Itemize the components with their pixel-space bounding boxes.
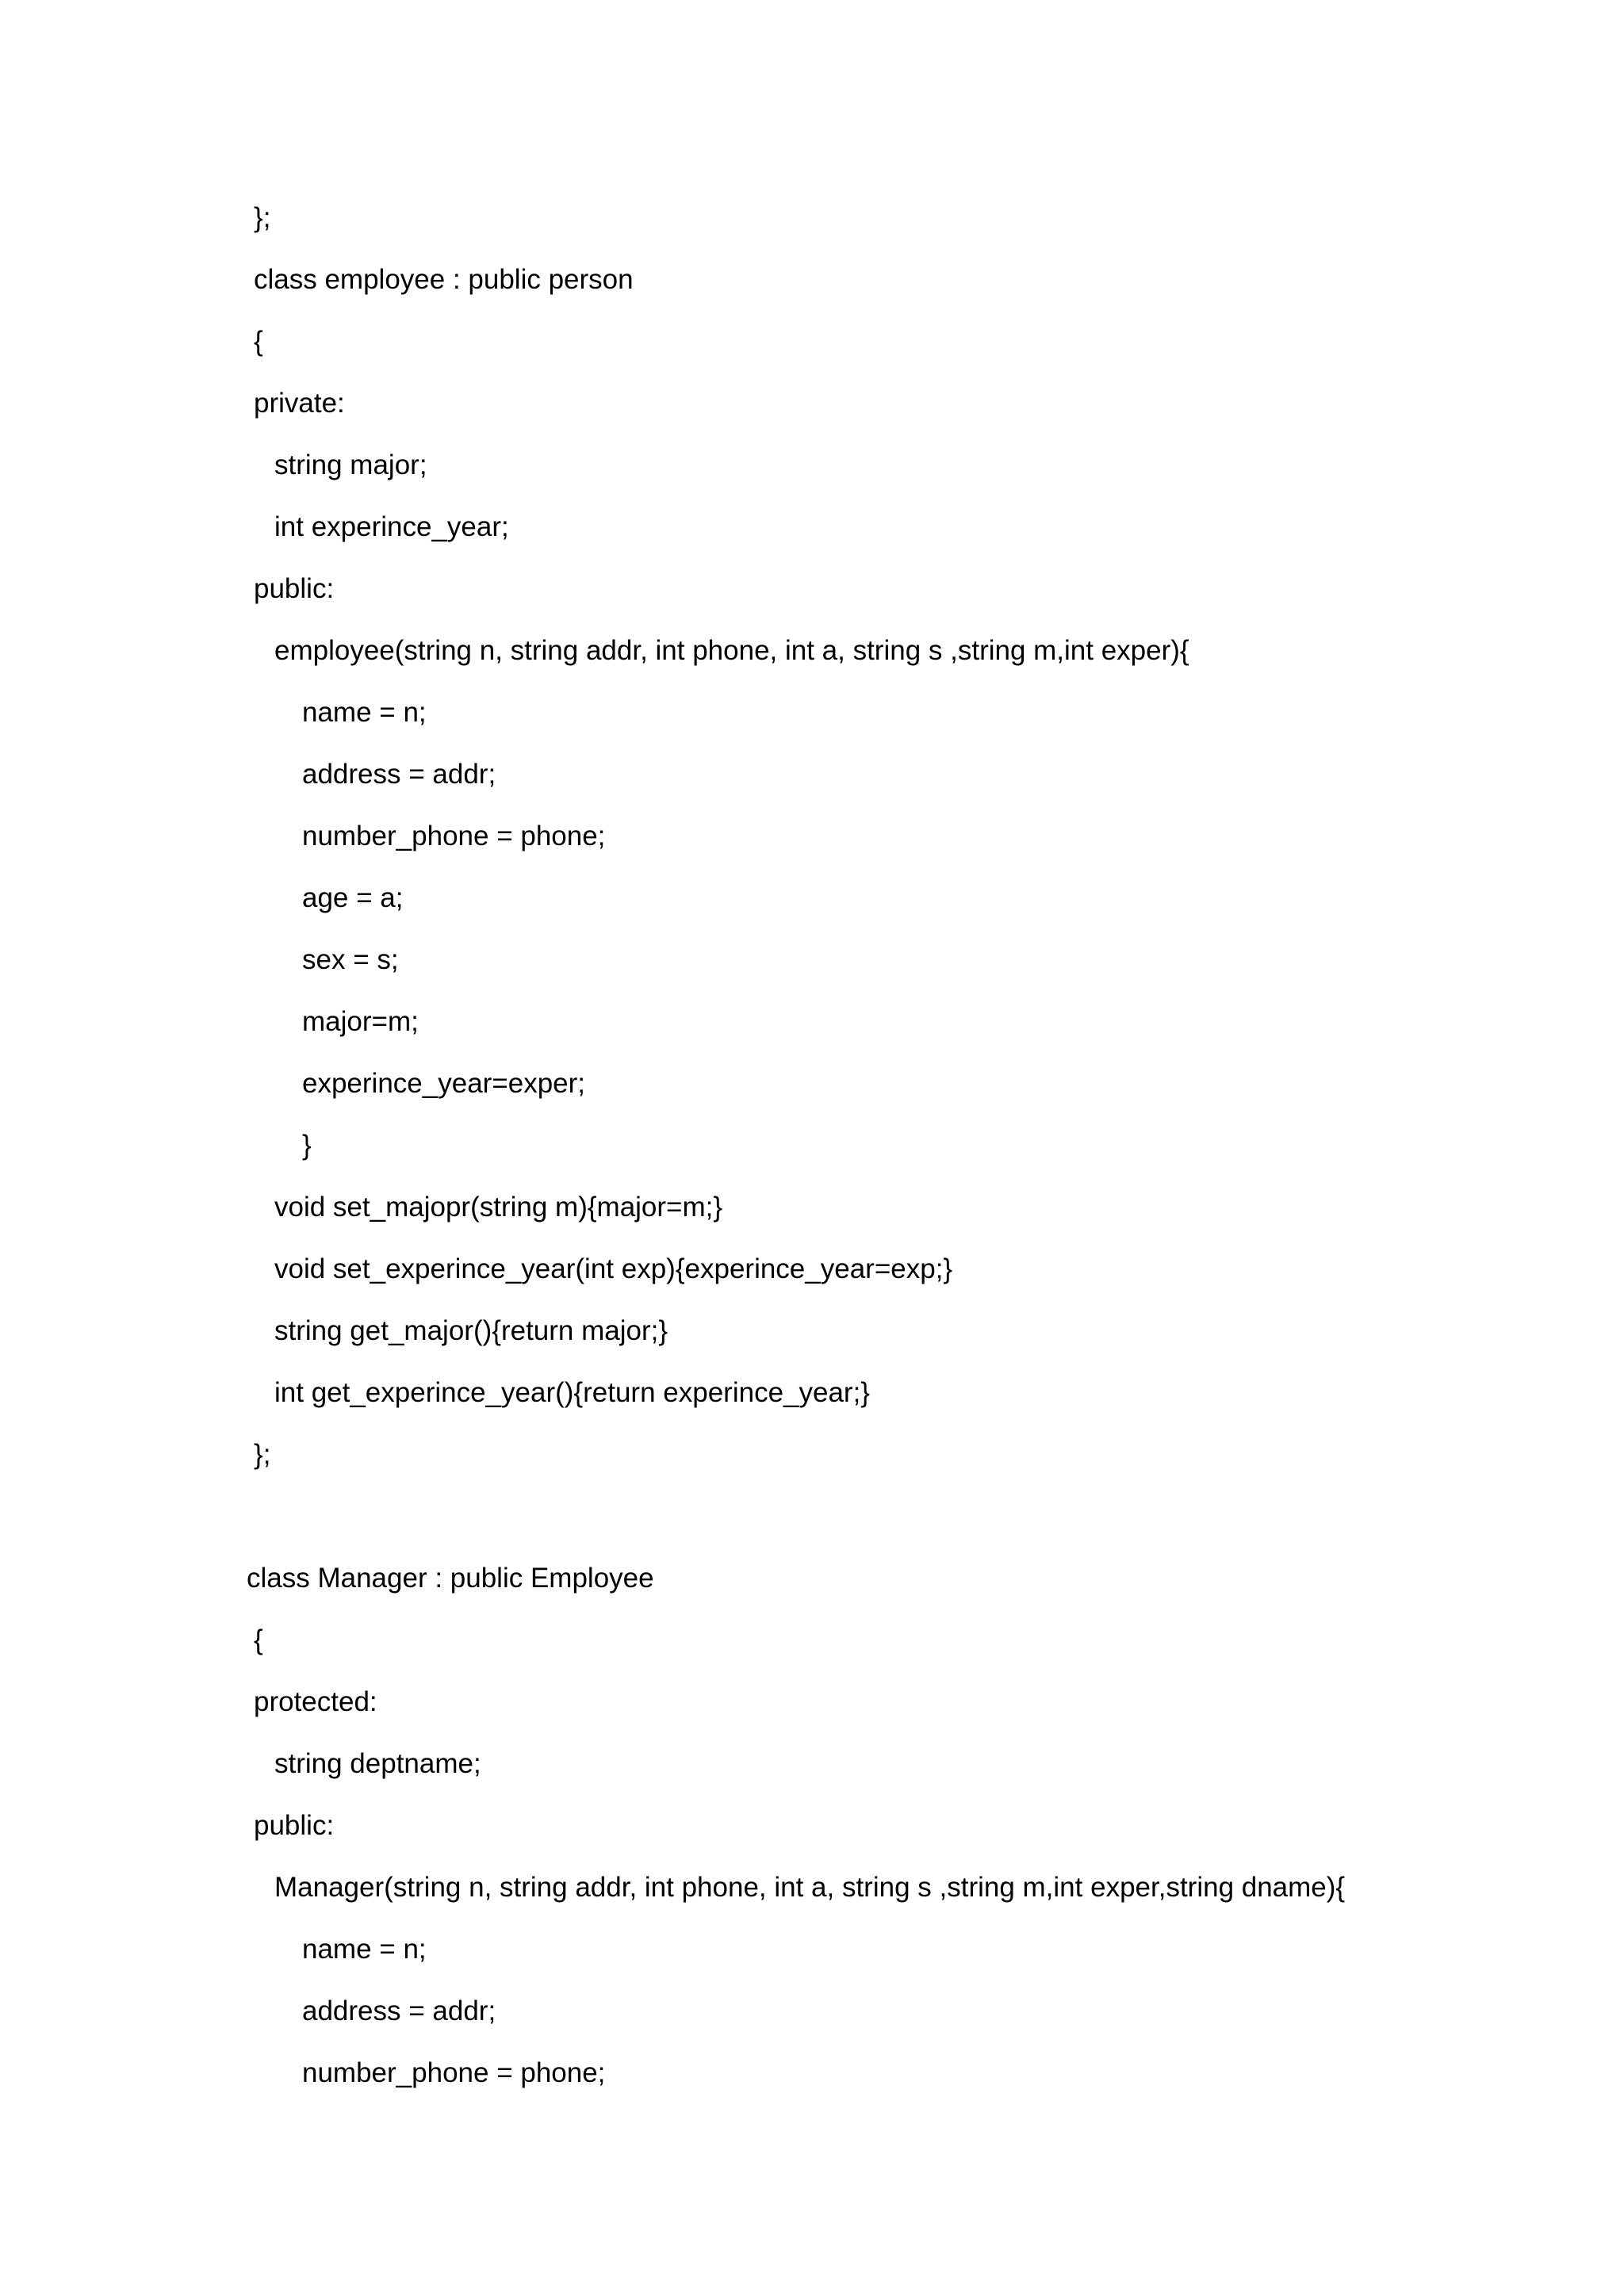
code-line: void set_experince_year(int exp){experince_year=exp;}: [274, 1253, 953, 1284]
code-line: string get_major(){return major;}: [274, 1315, 668, 1346]
code-line: class employee : public person: [254, 264, 634, 295]
code-line: };: [254, 202, 271, 233]
code-line: {: [254, 326, 263, 357]
code-line: address = addr;: [302, 759, 496, 790]
code-line: age = a;: [302, 882, 404, 913]
code-line: string deptname;: [274, 1748, 481, 1779]
code-line: name = n;: [302, 1934, 427, 1965]
code-line: employee(string n, string addr, int phone, int a, string s ,string m,int exper){: [274, 635, 1189, 666]
code-line: private:: [254, 388, 345, 419]
code-line: class Manager : public Employee: [247, 1563, 654, 1594]
code-line: address = addr;: [302, 1996, 496, 2026]
code-line: protected:: [254, 1686, 377, 1717]
code-line: int experince_year;: [274, 511, 509, 542]
code-line: experince_year=exper;: [302, 1068, 586, 1099]
code-line: string major;: [274, 450, 427, 480]
code-line: }: [302, 1130, 312, 1161]
code-line: number_phone = phone;: [302, 2057, 606, 2088]
code-line: name = n;: [302, 697, 427, 728]
code-line: sex = s;: [302, 944, 399, 975]
code-line: {: [254, 1624, 263, 1655]
code-line: number_phone = phone;: [302, 821, 606, 851]
code-line: Manager(string n, string addr, int phone, int a, string s ,string m,int exper,string dname){: [274, 1872, 1346, 1903]
code-line: public:: [254, 573, 335, 604]
code-line: };: [254, 1439, 271, 1470]
code-line: major=m;: [302, 1006, 419, 1037]
code-line: void set_majopr(string m){major=m;}: [274, 1192, 723, 1223]
code-line: public:: [254, 1810, 335, 1841]
code-line: int get_experince_year(){return experince_year;}: [274, 1377, 870, 1408]
